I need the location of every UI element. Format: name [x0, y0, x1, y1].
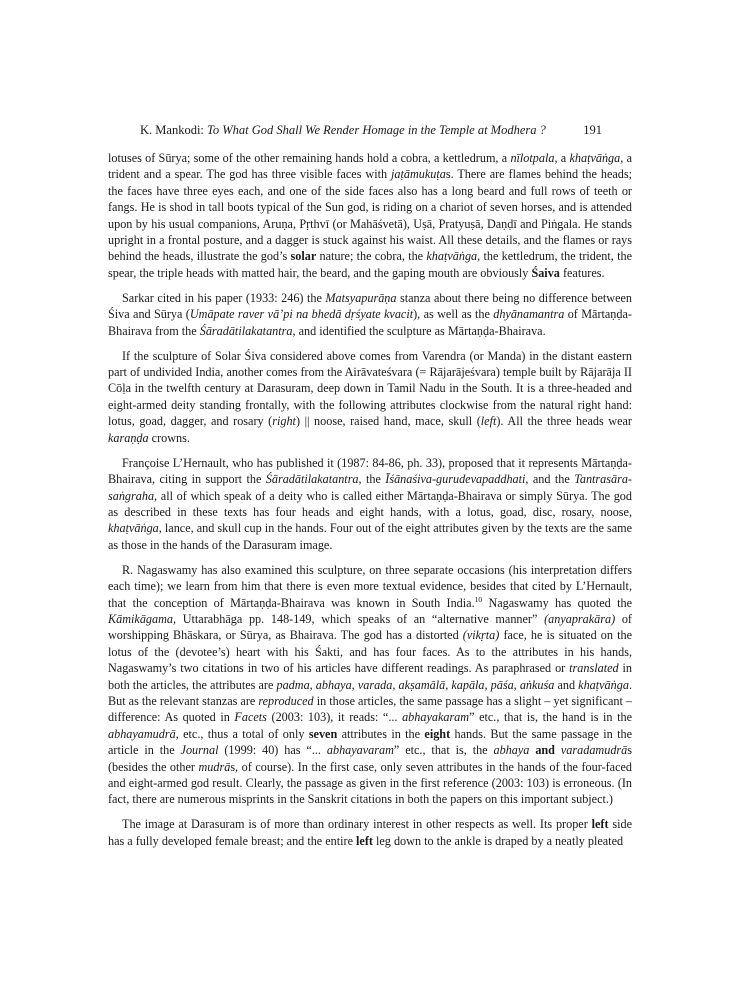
text-run: , a [554, 151, 570, 165]
text-run: Sarkar cited in his paper (1933: 246) the [122, 290, 326, 305]
text-run: in those articles, the same passage has a slight – yet significant – difference: As quoted in [108, 693, 633, 725]
bold-run: eight [424, 726, 451, 741]
text-run: of Mārtaṇḍa-Bhairava from the [108, 307, 632, 338]
text-run: ” etc., that is, the [393, 743, 494, 758]
text-run: Nagaswamy has quoted the [482, 595, 632, 610]
bold-run: and [535, 743, 555, 758]
italic-run: Īśānaśiva-gurudevapaddhati [385, 472, 526, 487]
header-title: To What God Shall We Render Homage in the Temple at Modhera ? [207, 123, 546, 137]
text-run: , a trident and a spear. The god has three visible faces with [108, 151, 632, 182]
italic-run: khaṭvāṅga [108, 521, 159, 536]
text-run: nature; the cobra, the [316, 249, 427, 264]
italic-run: mudrā [198, 759, 231, 774]
italic-run: translated [569, 661, 619, 676]
italic-run: Tantrasāra-saṅgraha, [108, 472, 632, 503]
text-run: ), as well as the [413, 307, 494, 322]
bold-run: left [356, 833, 373, 848]
italic-run: karaṇḍa [108, 430, 149, 445]
paragraph-4 [108, 455, 632, 553]
text-run: side has a fully developed female breast; and the entire [108, 817, 632, 848]
italic-run: jaṭāmukuṭa [391, 167, 446, 182]
text-run: , and the [525, 472, 575, 487]
text-run: (2003: 103), it reads: “... [266, 710, 403, 725]
bold-run: Śaiva [531, 265, 560, 280]
header-author: K. Mankodi: [140, 123, 204, 137]
text-run: , etc., thus a total of only [175, 726, 309, 741]
text-run: attributes in the [337, 726, 425, 741]
italic-run: varadamudrā [560, 743, 628, 758]
text-run: s (besides the other [108, 743, 632, 774]
text-run: and [554, 677, 579, 692]
text-run: face, he is situated on the lotus of the (devotee’s) heart with his Śakti, and has four faces. As to the attributes in his hands, Nagaswamy’s two citations in two of his articles have different readings. As paraphrased or [108, 628, 632, 676]
text-run: leg down to the ankle is draped by a neatly pleated [372, 833, 624, 848]
running-header [140, 123, 602, 138]
text-run: hands. But the same passage in the article in the [108, 726, 632, 758]
italic-run: Facets [234, 710, 267, 725]
italic-run: Śāradātilakatantra [265, 472, 359, 487]
body-text [108, 150, 632, 858]
text-run: The image at Darasuram is of more than ordinary interest in other respects as well. Its proper [122, 817, 592, 832]
paragraph-2 [108, 290, 632, 339]
text-run: crowns. [148, 430, 190, 445]
italic-run: Śāradātilakatantra, [199, 323, 296, 338]
italic-run: dhyānamantra [493, 307, 565, 322]
text-run: ) || noose, raised hand, mace, skull ( [295, 414, 481, 429]
text-run: Françoise L’Hernault, who has published it (1987: 84-86, ph. 33), proposed that it represents Mārtaṇḍa-Bhairava, citing in support the [108, 455, 632, 487]
italic-run: abhayakaram [402, 710, 470, 725]
text-run: If the sculpture of Solar Śiva considered above comes from Varendra (or Manda) in the distant eastern part of undivided India, another comes from the Airāvateśvara (= Rājarājeśvara) temple built by Rājarāja II Cōḷa in the twelfth century at Darasuram, deep down in Tamil Nadu in the South. It is a three-headed and eight-armed deity standing frontally, with the following attributes clockwise from the natural right hand: lotus, goad, dagger, and rosary ( [108, 348, 632, 429]
italic-run: padma, abhaya, varada, akṣamālā, kapāla, pāśa, aṅkuśa [276, 677, 555, 692]
italic-run: right [272, 414, 296, 429]
text-run: (1999: 40) has “... [218, 743, 327, 758]
italic-run: Journal [180, 743, 219, 758]
italic-run: khaṭvāṅga [426, 249, 478, 264]
text-run: all of which speak of a deity who is called either Mārtaṇḍa-Bhairava or simply Sūrya. The god as described in these texts has four heads and eight hands, with a lotus, goad, disc, rosary, noose, [108, 488, 632, 519]
paragraph-6 [108, 816, 632, 849]
text-run: R. Nagaswamy has also examined this sculpture, on three separate occasions (his interpretation differs each time); we learn from him that there is even more textual evidence, besides that cited by L’Hernault, that the conception of Mārtaṇḍa-Bhairava was known in South India. [108, 562, 632, 610]
footnote-ref: 10 [474, 594, 483, 604]
italic-run: khaṭvāṅga [569, 151, 621, 165]
text-run: and identified the sculpture as Mārtaṇḍa-Bhairava. [295, 323, 546, 338]
text-run: in both the articles, the attributes are [108, 661, 632, 692]
italic-run: Umāpate raver vā’pi na bhedā dṛśyate kvacit [189, 307, 414, 322]
text-run: stanza about there being no difference between Śiva and Sūrya ( [108, 290, 632, 322]
bold-run: solar [290, 249, 317, 264]
italic-run: abhaya [493, 743, 530, 758]
paragraph-1 [108, 150, 632, 281]
italic-run: reproduced [258, 693, 314, 708]
text-run: features. [559, 265, 605, 280]
italic-run: Kāmikāgama, [108, 611, 177, 626]
italic-run: (anyaprakāra) [544, 611, 616, 626]
bold-run: left [591, 817, 609, 832]
text-run: ” etc., that is, the hand is in the [469, 710, 632, 725]
italic-run: left [480, 414, 497, 429]
text-run: ). All the three heads wear [496, 414, 632, 429]
text-run: , the [358, 472, 386, 487]
italic-run: khaṭvāṅga [578, 677, 629, 692]
text-run: lotuses of Sūrya; some of the other remaining hands hold a cobra, a kettledrum, a [108, 151, 511, 165]
page-number: 191 [583, 123, 602, 137]
italic-run: (vikṛta) [462, 628, 500, 643]
italic-run: Matsyapurāṇa [325, 290, 397, 305]
paragraph-5 [108, 562, 632, 808]
text-run: , lance, and skull cup in the hands. Four out of the eight attributes given by the texts are the same as those in the hands of the Darasuram image. [108, 521, 632, 552]
text-run: , the kettledrum, the trident, the spear, the triple heads with matted hair, the beard, and the gaping mouth are obviously [108, 249, 632, 280]
text-run: . But as the relevant stanzas are [108, 677, 632, 708]
italic-run: nīlotpala [510, 151, 555, 165]
bold-run: seven [308, 726, 338, 741]
text-run: of worshipping Bhāskara, or Sūrya, as Bhairava. The god has a distorted [108, 611, 632, 643]
text-run: s, of course). In the first case, only seven attributes in the hands of the four-faced and eight-armed god result. Clearly, the passage as given in the first reference (2003: 103) is erroneous. (In fact, there are numerous misprints in the Sanskrit citations in both the papers on this important subject.) [108, 759, 632, 807]
paragraph-3 [108, 348, 632, 446]
italic-run: abhayavaram [326, 743, 394, 758]
text-run: s. There are flames behind the heads; the faces have three eyes each, and one of the side faces also has a long beard and full rows of teeth or fangs. He is shod in tall boots typical of the Sun god, is riding on a chariot of seven horses, and is attended upon by his usual companions, Aruṇa, Pṛthvī (or Mahāśvetā), Uṣā, Pratyuṣā, Daṇḍī and Piṅgala. He stands upright in a frontal posture, and a dagger is stuck against his waist. All these details, and the flames or rays behind the heads, illustrate the god’s [108, 167, 632, 264]
italic-run: abhayamudrā [108, 726, 176, 741]
text-run: Uttarabhāga pp. 148-149, which speaks of an “alternative manner” [176, 611, 545, 626]
